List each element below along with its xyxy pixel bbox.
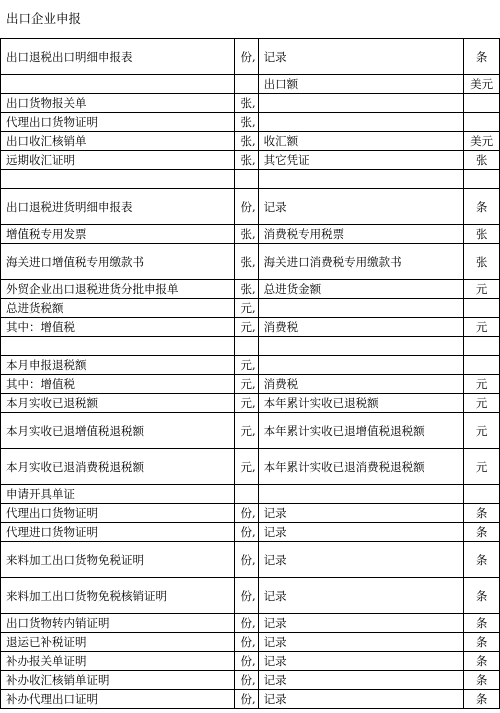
row-unit: 元, xyxy=(235,394,259,413)
table-row xyxy=(1,170,500,189)
row-label: 本月实收已退增值税退税额 xyxy=(1,413,235,449)
row-label: 增值税专用发票 xyxy=(1,225,235,244)
row-unit: 张, xyxy=(235,151,259,170)
row-label: 出口货物转内销证明 xyxy=(1,614,235,633)
row-item xyxy=(258,356,464,375)
table-row xyxy=(1,132,500,151)
row-item-unit xyxy=(464,299,500,318)
row-label: 补办代理出口证明 xyxy=(1,690,235,709)
table-row xyxy=(1,578,500,614)
row-unit: 份, xyxy=(235,523,259,542)
table-row xyxy=(1,337,500,356)
row-unit: 元, xyxy=(235,413,259,449)
row-unit: 张, xyxy=(235,280,259,299)
row-unit: 元, xyxy=(235,375,259,394)
table-row xyxy=(1,413,500,449)
row-label: 海关进口增值税专用缴款书 xyxy=(1,244,235,280)
row-item-unit: 条 xyxy=(464,614,500,633)
row-item: 本年累计实收已退消费税退税额 xyxy=(258,449,464,485)
row-label: 远期收汇证明 xyxy=(1,151,235,170)
form-header xyxy=(0,0,500,39)
row-label: 申请开具单证 xyxy=(1,485,235,504)
row-item-unit: 元 xyxy=(464,394,500,413)
row-item xyxy=(258,113,464,132)
row-label: 外贸企业出口退税进货分批申报单 xyxy=(1,280,235,299)
row-item-unit: 元 xyxy=(464,280,500,299)
row-label: 其中：增值税 xyxy=(1,375,235,394)
row-unit: 张, xyxy=(235,225,259,244)
row-unit: 张, xyxy=(235,244,259,280)
row-unit xyxy=(235,485,259,504)
table-row xyxy=(1,94,500,113)
row-unit xyxy=(235,170,259,189)
table-row xyxy=(1,244,500,280)
row-item xyxy=(258,337,464,356)
row-item-unit: 元 xyxy=(464,318,500,337)
row-item: 本年累计实收已退增值税退税额 xyxy=(258,413,464,449)
table-row xyxy=(1,280,500,299)
row-item-unit: 条 xyxy=(464,39,500,75)
row-item: 消费税 xyxy=(258,375,464,394)
row-unit xyxy=(235,337,259,356)
row-unit: 份, xyxy=(235,504,259,523)
row-item: 总进货金额 xyxy=(258,280,464,299)
row-item-unit: 条 xyxy=(464,504,500,523)
row-item-unit: 美元 xyxy=(464,75,500,94)
row-item: 记录 xyxy=(258,652,464,671)
row-item-unit: 条 xyxy=(464,671,500,690)
row-label: 补办收汇核销单证明 xyxy=(1,671,235,690)
row-label: 本月实收已退税额 xyxy=(1,394,235,413)
row-item xyxy=(258,94,464,113)
row-item: 出口额 xyxy=(258,75,464,94)
row-item-unit: 元 xyxy=(464,449,500,485)
row-item: 海关进口消费税专用缴款书 xyxy=(258,244,464,280)
row-item-unit xyxy=(464,170,500,189)
row-item: 本年累计实收已退税额 xyxy=(258,394,464,413)
table-row xyxy=(1,449,500,485)
table-row xyxy=(1,375,500,394)
row-unit: 份, xyxy=(235,652,259,671)
row-unit: 份, xyxy=(235,633,259,652)
declaration-table xyxy=(0,38,500,709)
table-row xyxy=(1,225,500,244)
row-item: 记录 xyxy=(258,189,464,225)
table-row xyxy=(1,39,500,75)
table-row xyxy=(1,113,500,132)
table-row xyxy=(1,75,500,94)
row-item: 记录 xyxy=(258,578,464,614)
row-item: 记录 xyxy=(258,39,464,75)
row-item-unit xyxy=(464,485,500,504)
row-item: 记录 xyxy=(258,690,464,709)
row-unit xyxy=(235,75,259,94)
row-label xyxy=(1,170,235,189)
row-item: 记录 xyxy=(258,504,464,523)
row-unit: 份, xyxy=(235,671,259,690)
row-label: 来料加工出口货物免税核销证明 xyxy=(1,578,235,614)
row-label: 代理进口货物证明 xyxy=(1,523,235,542)
row-item xyxy=(258,170,464,189)
row-item: 记录 xyxy=(258,633,464,652)
row-unit: 张, xyxy=(235,132,259,151)
row-label: 来料加工出口货物免税证明 xyxy=(1,542,235,578)
table-row xyxy=(1,318,500,337)
row-label: 总进货税额 xyxy=(1,299,235,318)
row-unit: 份, xyxy=(235,542,259,578)
row-item-unit xyxy=(464,113,500,132)
table-row xyxy=(1,485,500,504)
row-item xyxy=(258,299,464,318)
table-row xyxy=(1,614,500,633)
row-label: 代理出口货物证明 xyxy=(1,113,235,132)
row-label: 补办报关单证明 xyxy=(1,652,235,671)
row-label: 其中：增值税 xyxy=(1,318,235,337)
table-row xyxy=(1,504,500,523)
row-item xyxy=(258,485,464,504)
row-item-unit: 条 xyxy=(464,633,500,652)
row-unit: 元, xyxy=(235,356,259,375)
row-unit: 份, xyxy=(235,39,259,75)
row-label: 退运已补税证明 xyxy=(1,633,235,652)
row-unit: 份, xyxy=(235,189,259,225)
row-unit: 份, xyxy=(235,614,259,633)
table-row xyxy=(1,652,500,671)
row-item-unit: 条 xyxy=(464,523,500,542)
row-item-unit: 条 xyxy=(464,578,500,614)
row-item-unit: 条 xyxy=(464,542,500,578)
table-row xyxy=(1,690,500,709)
row-label xyxy=(1,75,235,94)
row-label: 出口货物报关单 xyxy=(1,94,235,113)
row-unit: 份, xyxy=(235,578,259,614)
row-item-unit: 美元 xyxy=(464,132,500,151)
row-item: 记录 xyxy=(258,614,464,633)
row-item-unit: 条 xyxy=(464,690,500,709)
row-label: 本月实收已退消费税退税额 xyxy=(1,449,235,485)
row-label xyxy=(1,337,235,356)
row-item-unit: 条 xyxy=(464,189,500,225)
row-item-unit: 条 xyxy=(464,652,500,671)
page-title: 出口企业申报 xyxy=(6,11,82,26)
row-item-unit xyxy=(464,94,500,113)
row-item-unit xyxy=(464,356,500,375)
table-row xyxy=(1,394,500,413)
row-label: 代理出口货物证明 xyxy=(1,504,235,523)
table-row xyxy=(1,189,500,225)
row-label: 出口退税进货明细申报表 xyxy=(1,189,235,225)
table-row xyxy=(1,356,500,375)
row-unit: 元, xyxy=(235,299,259,318)
row-item-unit: 张 xyxy=(464,225,500,244)
row-item: 记录 xyxy=(258,671,464,690)
row-item: 消费税 xyxy=(258,318,464,337)
table-row xyxy=(1,542,500,578)
row-unit: 元, xyxy=(235,449,259,485)
row-label: 本月申报退税额 xyxy=(1,356,235,375)
row-item: 收汇额 xyxy=(258,132,464,151)
table-row xyxy=(1,299,500,318)
row-item-unit: 元 xyxy=(464,413,500,449)
row-item-unit: 元 xyxy=(464,375,500,394)
row-item-unit: 张 xyxy=(464,244,500,280)
row-unit: 份, xyxy=(235,690,259,709)
row-unit: 张, xyxy=(235,113,259,132)
row-item: 消费税专用税票 xyxy=(258,225,464,244)
row-label: 出口收汇核销单 xyxy=(1,132,235,151)
row-item-unit: 张 xyxy=(464,151,500,170)
table-row xyxy=(1,151,500,170)
row-unit: 元, xyxy=(235,318,259,337)
row-unit: 张, xyxy=(235,94,259,113)
row-item: 其它凭证 xyxy=(258,151,464,170)
row-label: 出口退税出口明细申报表 xyxy=(1,39,235,75)
row-item-unit xyxy=(464,337,500,356)
table-row xyxy=(1,633,500,652)
row-item: 记录 xyxy=(258,523,464,542)
table-row xyxy=(1,523,500,542)
table-row xyxy=(1,671,500,690)
row-item: 记录 xyxy=(258,542,464,578)
